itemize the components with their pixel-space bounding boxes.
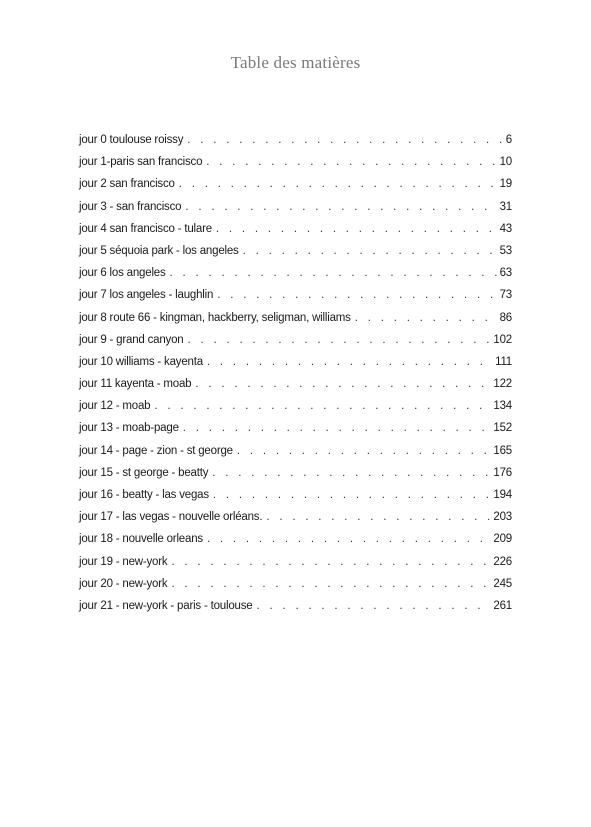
toc-entry[interactable] bbox=[79, 442, 512, 464]
toc-dot-leader bbox=[266, 508, 491, 526]
toc-entry-page-number: 73 bbox=[499, 289, 512, 302]
toc-entry[interactable] bbox=[79, 242, 512, 264]
toc-entry-page-number: 226 bbox=[493, 555, 512, 568]
toc-entry[interactable] bbox=[79, 486, 512, 508]
toc-dot-leader bbox=[243, 242, 498, 260]
toc-entry-label: jour 10 williams - kayenta bbox=[79, 355, 203, 368]
toc-entry-label: jour 20 - new-york bbox=[79, 577, 168, 590]
toc-entry[interactable] bbox=[79, 464, 512, 486]
toc-entry[interactable] bbox=[79, 508, 512, 530]
toc-dot-leader bbox=[216, 220, 498, 238]
toc-entry-page-number: 122 bbox=[493, 378, 512, 391]
toc-entry[interactable] bbox=[79, 175, 512, 197]
toc-entry-page-number: 176 bbox=[493, 466, 512, 479]
toc-entry[interactable] bbox=[79, 597, 512, 619]
toc-entry-page-number: 19 bbox=[499, 178, 512, 191]
toc-entry-page-number: 165 bbox=[493, 444, 512, 457]
toc-entry-page-number: 63 bbox=[499, 267, 512, 280]
toc-entry-label: jour 7 los angeles - laughlin bbox=[79, 289, 214, 302]
toc-dot-leader bbox=[171, 553, 491, 571]
toc-entry-page-number: 134 bbox=[493, 400, 512, 413]
toc-list bbox=[79, 131, 512, 619]
toc-entry-label: jour 12 - moab bbox=[79, 400, 151, 413]
toc-dot-leader bbox=[212, 464, 491, 482]
toc-dot-leader bbox=[171, 575, 491, 593]
toc-entry-label: jour 15 - st george - beatty bbox=[79, 466, 209, 479]
toc-entry-label: jour 2 san francisco bbox=[79, 178, 175, 191]
toc-entry-page-number: 53 bbox=[499, 244, 512, 257]
toc-dot-leader bbox=[154, 397, 491, 415]
toc-entry-page-number: 111 bbox=[495, 355, 512, 368]
toc-dot-leader bbox=[213, 486, 491, 504]
toc-entry-label: jour 19 - new-york bbox=[79, 555, 168, 568]
toc-dot-leader bbox=[237, 442, 492, 460]
toc-entry-page-number: 245 bbox=[493, 577, 512, 590]
toc-entry-page-number: 10 bbox=[499, 156, 512, 169]
toc-entry-page-number: 43 bbox=[499, 222, 512, 235]
toc-entry-label: jour 4 san francisco - tulare bbox=[79, 222, 212, 235]
toc-entry[interactable] bbox=[79, 220, 512, 242]
toc-entry-page-number: 194 bbox=[493, 489, 512, 501]
toc-entry-label: jour 21 - new-york - paris - toulouse bbox=[79, 599, 253, 612]
toc-dot-leader bbox=[256, 597, 491, 615]
toc-entry[interactable] bbox=[79, 375, 512, 397]
toc-dot-leader bbox=[217, 286, 497, 304]
toc-entry-page-number: 86 bbox=[499, 311, 512, 324]
toc-title: Table des matières bbox=[230, 53, 361, 72]
toc-entry[interactable] bbox=[79, 131, 512, 153]
toc-entry-label: jour 1-paris san francisco bbox=[79, 156, 203, 169]
toc-dot-leader bbox=[183, 419, 492, 437]
toc-entry-page-number: 261 bbox=[493, 599, 512, 612]
toc-dot-leader bbox=[185, 198, 497, 216]
toc-entry[interactable] bbox=[79, 264, 512, 286]
toc-dot-leader bbox=[207, 353, 493, 371]
toc-entry-label: jour 5 séquoia park - los angeles bbox=[79, 244, 239, 257]
toc-entry-label: jour 18 - nouvelle orleans bbox=[79, 533, 203, 546]
toc-entry[interactable] bbox=[79, 575, 512, 597]
toc-entry[interactable] bbox=[79, 419, 512, 441]
toc-dot-leader bbox=[179, 175, 498, 193]
toc-entry-label: jour 13 - moab-page bbox=[79, 422, 179, 435]
toc-dot-leader bbox=[195, 375, 491, 393]
toc-entry[interactable] bbox=[79, 286, 512, 308]
toc-entry[interactable] bbox=[79, 198, 512, 220]
toc-entry[interactable] bbox=[79, 553, 512, 575]
toc-entry[interactable] bbox=[79, 153, 512, 175]
toc-entry[interactable] bbox=[79, 530, 512, 552]
toc-entry-label: jour 9 - grand canyon bbox=[79, 333, 184, 346]
toc-dot-leader bbox=[207, 530, 491, 548]
toc-entry-page-number: 203 bbox=[493, 511, 512, 524]
toc-entry-page-number: 31 bbox=[499, 200, 512, 213]
toc-entry[interactable] bbox=[79, 309, 512, 331]
toc-entry-label: jour 11 kayenta - moab bbox=[79, 378, 192, 391]
toc-dot-leader bbox=[170, 264, 498, 282]
toc-entry-label: jour 6 los angeles bbox=[79, 267, 166, 280]
toc-entry-label: jour 0 toulouse roissy bbox=[79, 134, 184, 146]
toc-dot-leader bbox=[355, 309, 498, 327]
toc-entry-page-number: 152 bbox=[493, 422, 512, 435]
toc-entry-label: jour 3 - san francisco bbox=[79, 200, 182, 213]
toc-entry[interactable] bbox=[79, 397, 512, 419]
toc-entry[interactable] bbox=[79, 353, 512, 375]
toc-dot-leader bbox=[187, 131, 504, 149]
toc-dot-leader bbox=[187, 331, 491, 349]
toc-entry-page-number: 209 bbox=[493, 533, 512, 546]
toc-entry-label: jour 14 - page - zion - st george bbox=[79, 444, 233, 457]
toc-entry[interactable] bbox=[79, 331, 512, 353]
toc-dot-leader bbox=[206, 153, 497, 171]
toc-entry-label: jour 16 - beatty - las vegas bbox=[79, 489, 209, 501]
toc-entry-page-number: 6 bbox=[505, 134, 512, 146]
toc-entry-page-number: 102 bbox=[493, 333, 512, 346]
toc-entry-label: jour 17 - las vegas - nouvelle orléans. bbox=[79, 511, 263, 524]
toc-entry-label: jour 8 route 66 - kingman, hackberry, seligman, williams bbox=[79, 311, 351, 324]
